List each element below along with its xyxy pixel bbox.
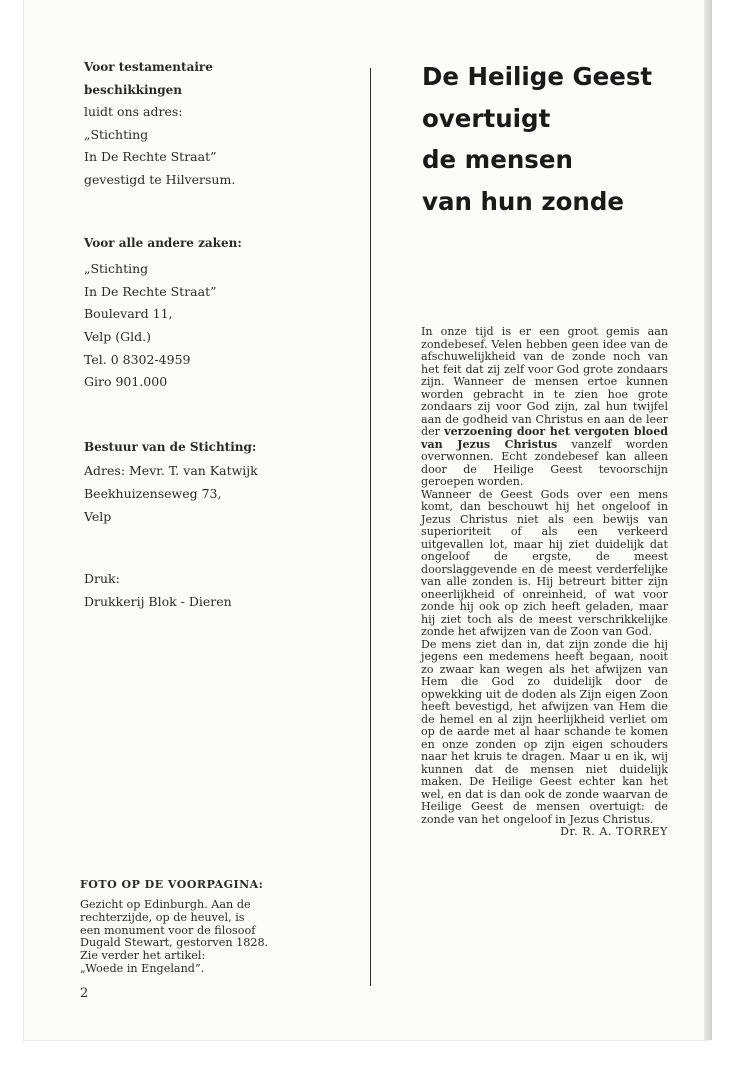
druk-line: Druk: — [84, 571, 120, 587]
bestuur-line: Velp — [84, 508, 112, 524]
author-signature: Dr. R. A. TORREY — [560, 825, 668, 838]
foto-text — [80, 899, 308, 976]
foto-heading: FOTO OP DE VOORPAGINA: — [80, 878, 264, 891]
testament-line: In De Rechte Straat” — [84, 149, 217, 165]
foto-line: „Woede in Engeland”. — [80, 961, 205, 975]
druk-block — [84, 568, 344, 613]
page-number: 2 — [80, 986, 89, 1001]
andere-heading: Voor alle andere zaken: — [84, 235, 242, 250]
foto-caption — [80, 878, 308, 976]
column-divider — [370, 68, 371, 986]
andere-line: Giro 901.000 — [84, 374, 168, 390]
page-edge-shadow — [704, 0, 712, 1040]
p1-text-c: vanzelf worden overwonnen. Echt zondebesef kan alleen door de Heilige Geest tevoorschijn geroepen worden. — [421, 437, 669, 488]
andere-line: In De Rechte Straat” — [84, 283, 217, 299]
testament-line: luidt ons adres: — [84, 104, 183, 120]
foto-line: een monument voor de filosoof — [80, 923, 256, 937]
foto-line: Dugald Stewart, gestorven 1828. — [80, 936, 269, 950]
testament-heading-1: Voor testamentaire — [84, 60, 213, 74]
bestuur-line: Adres: Mevr. T. van Katwijk — [84, 463, 258, 479]
testament-heading-2: beschikkingen — [84, 82, 183, 97]
foto-line: Zie verder het artikel: — [80, 949, 206, 963]
bestuur-block — [84, 436, 344, 528]
paragraph-2: Wanneer de Geest Gods over een mens komt, dan beschouwt hij het ongeloof in Jezus Christus niet als een bewijs van superioriteit of als een verkeerd uitgevallen lot, maar hij ziet duidelijk dat ongeloof de ergste, de meest doorslaggevende en de meest verderfelijke van alle zonden is. Hij betreurt bitter zijn oneerlijkheid of onreinheid, of wat voor zonde hij ook op zich heeft geladen, maar hij ziet toch als de meest verschrikkelijke zonde het afwijzen van de Zoon van God. — [421, 487, 668, 638]
andere-block — [84, 232, 344, 394]
p1-bold-phrase: verzoening door het vergoten bloed van Jezus Christus — [421, 425, 669, 451]
druk-line: Drukkerij Blok - Dieren — [84, 593, 232, 609]
andere-line: Velp (Gld.) — [84, 328, 151, 344]
paragraph-1 — [421, 326, 668, 489]
andere-line: Tel. 0 8302-4959 — [84, 351, 191, 367]
testament-block — [84, 56, 344, 192]
title-line: overtuigt — [422, 103, 551, 133]
testament-line: gevestigd te Hilversum. — [84, 171, 236, 187]
foto-line: Gezicht op Edinburgh. Aan de — [80, 898, 251, 911]
address-column — [84, 56, 344, 613]
bestuur-heading: Bestuur van de Stichting: — [84, 439, 257, 454]
andere-line: Boulevard 11, — [84, 306, 173, 322]
article-title — [422, 56, 692, 222]
p1-text-a: In onze tijd is er een groot gemis aan zondebesef. Velen hebben geen idee van de afschuwelijkheid van de zonde noch van het feit dat zij zelf voor God grote zondaars zijn. Wanneer de mensen ertoe kunnen worden gebracht in te zien hoe grote zondaars zij voor God zijn, zal hun twijfel aan de godheid van Christus en aan de leer der — [421, 325, 668, 438]
foto-line: rechterzijde, op de heuvel, is — [80, 910, 245, 924]
title-line: van hun zonde — [422, 186, 625, 216]
title-line: De Heilige Geest — [422, 62, 653, 91]
paragraph-3: De mens ziet dan in, dat zijn zonde die hij jegens een medemens heeft begaan, nooit zo zwaar kan wegen als het afwijzen van Hem die God zo duidelijk door de opwekking uit de doden als Zijn eigen Zoon heeft bevestigd, het afwijzen van Hem die de hemel en al zijn heerlijkheid verliet om op de aarde met al haar schande te komen en onze zonden op zijn eigen schouders naar het kruis te dragen. Maar u en ik, wij kunnen dat de mensen niet duidelijk maken. De Heilige Geest echter kan het wel, en dat is dan ook de zonde waarvan de Heilige Geest de mensen overtuigt: de zonde van het ongeloof in Jezus Christus. — [421, 637, 668, 826]
title-line: de mensen — [422, 145, 573, 174]
bestuur-line: Beekhuizenseweg 73, — [84, 485, 222, 501]
article-body — [421, 326, 668, 839]
testament-line: „Stichting — [84, 126, 149, 142]
andere-line: „Stichting — [84, 261, 149, 277]
